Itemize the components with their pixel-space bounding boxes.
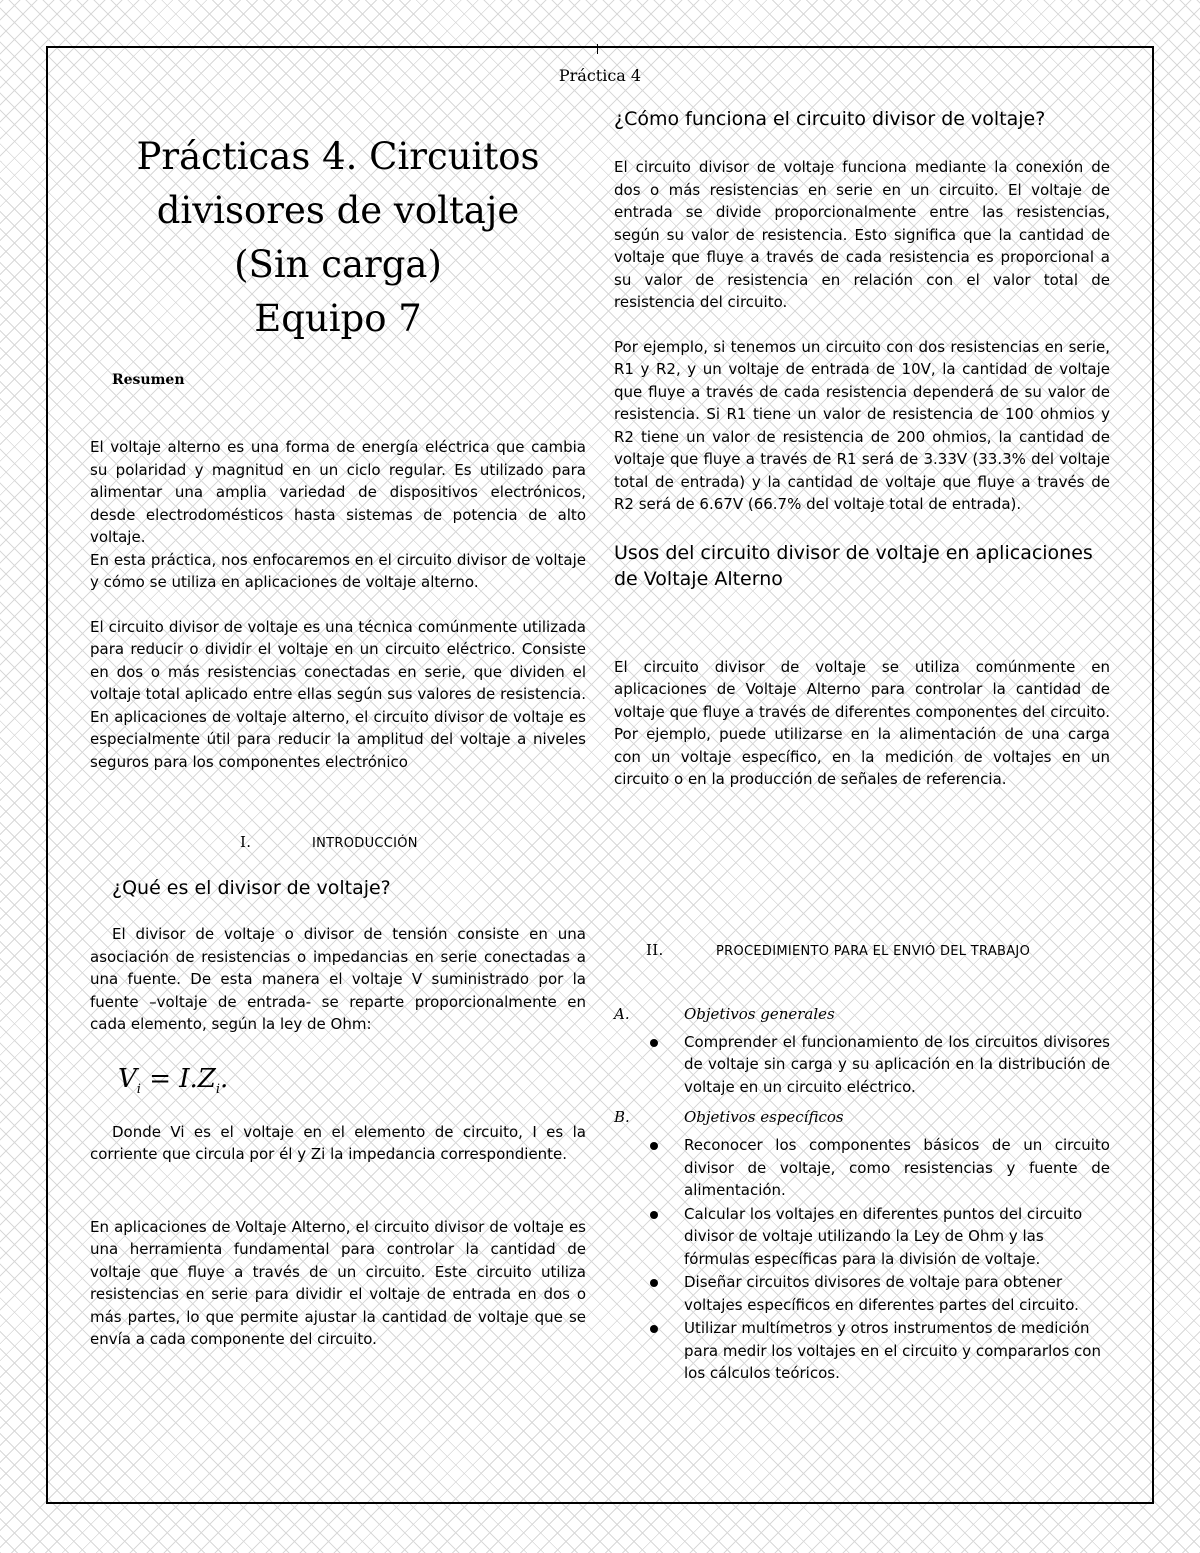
bullet-icon [650,1279,658,1287]
section-number: I. [240,833,252,851]
left-column [90,130,586,1351]
section-heading [90,833,586,851]
question-heading: ¿Qué es el divisor de voltaje? [112,877,391,899]
list-item [614,1031,1110,1099]
abstract-paragraph: En esta práctica, nos enfocaremos en el circuito divisor de voltaje y cómo se utiliza en aplicaciones de voltaje alterno. [90,550,586,591]
formula-v: V [118,1063,137,1094]
list-item-text: Diseñar circuitos divisores de voltaje para obtener voltajes específicos en diferentes partes del circuito. [684,1273,1079,1314]
bullet-icon [650,1325,658,1333]
right-column [614,108,1110,1386]
intro-paragraph: El divisor de voltaje o divisor de tensión consiste en una asociación de resistencias o impedancias en serie conectadas a una fuente. De esta manera el voltaje V suministrado por la fuente –voltaje de entrada- se reparte proporcionalmente en cada elemento, según la ley de Ohm: [90,925,586,1033]
formula-eq: = I.Z [140,1063,216,1094]
how-paragraph: Por ejemplo, si tenemos un circuito con dos resistencias en serie, R1 y R2, y un voltaje de entrada de 10V, la cantidad de voltaje que fluye a través de cada resistencia dependerá de su valor de resistencia. Si R1 tiene un valor de resistencia de 100 ohmios y R2 tiene un valor de resistencia de 200 ohmios, la cantidad de voltaje que fluye a través de R1 será de 3.33V (33.3% del voltaje total de entrada) y la cantidad de voltaje que fluye a través de R2 será de 6.67V (66.7% del voltaje total de entrada). [614,337,1110,513]
objective-title: Objetivos específicos [684,1108,844,1126]
title-line: Prácticas 4. Circuitos [136,135,540,178]
objective-title: Objetivos generales [684,1004,835,1023]
uses-heading: Usos del circuito divisor de voltaje en aplicaciones de Voltaje Alterno [614,541,1093,590]
uses-paragraph: El circuito divisor de voltaje se utiliza comúnmente en aplicaciones de Voltaje Alterno para controlar la cantidad de voltaje que fluye a través de diferentes componentes del circuito. Por ejemplo, puede utilizarse en la alimentación de una carga con un voltaje específico, en la medición de voltajes en un circuito o en la producción de señales de referencia. [614,657,1110,788]
list-item-text: Reconocer los componentes básicos de un circuito divisor de voltaje, como resistencias y fuente de alimentación. [684,1136,1110,1199]
paper-title [90,130,586,346]
abstract-paragraph: El circuito divisor de voltaje es una técnica comúnmente utilizada para reducir o dividir el voltaje en un circuito eléctrico. Consiste en dos o más resistencias conectadas en serie, que dividen el voltaje total aplicado entre ellas según sus valores de resistencia. En aplicaciones de voltaje alterno, el circuito divisor de voltaje es especialmente útil para reducir la amplitud del voltaje a niveles seguros para los componentes electrónico [90,617,586,771]
formula-sub: i [136,1081,141,1097]
section-title: PROCEDIMIENTO PARA EL ENVIÓ DEL TRABAJO [716,943,1031,959]
formula-sub: i [215,1081,221,1097]
objectives-specific-list [614,1134,1110,1385]
intro-paragraph: Donde Vi es el voltaje en el elemento de circuito, I es la corriente que circula por él y Zi la impedancia correspondiente. [90,1122,586,1164]
objectives-general-heading [614,1003,1110,1025]
running-header: Práctica 4 [558,66,642,85]
question-heading: ¿Cómo funciona el circuito divisor de voltaje? [614,108,1046,130]
ohm-law-formula [118,1064,586,1097]
bullet-icon [650,1039,658,1047]
formula-tail: . [220,1063,229,1094]
list-item-text: Utilizar multímetros y otros instrumentos de medición para medir los voltajes en el circuito y compararlos con los cálculos teóricos. [684,1319,1101,1382]
section-title: INTRODUCCIÓN [312,836,418,851]
how-paragraph: El circuito divisor de voltaje funciona mediante la conexión de dos o más resistencias en serie en un circuito. El voltaje de entrada se divide proporcionalmente entre las resistencias, según su valor de resistencia. Esto significa que la cantidad de voltaje que fluye a través de cada resistencia es proporcional a su valor de resistencia en relación con el valor total de resistencia del circuito. [614,158,1110,311]
section-heading [614,941,1110,959]
list-item [614,1203,1110,1271]
bullet-icon [650,1142,658,1150]
page-mark [597,44,598,54]
bullet-icon [650,1211,658,1219]
list-item-text: Calcular los voltajes en diferentes puntos del circuito divisor de voltaje utilizando la Ley de Ohm y las fórmulas específicas para la división de voltaje. [684,1204,1083,1268]
abstract-label: Resumen [112,372,185,388]
abstract-paragraph: El voltaje alterno es una forma de energía eléctrica que cambia su polaridad y magnitud en un ciclo regular. Es utilizado para alimentar una amplia variedad de dispositivos electrónicos, desde electrodomésticos hasta sistemas de potencia de alto voltaje. [90,438,586,546]
title-line: divisores de voltaje [156,189,520,232]
title-line: (Sin carga) [234,243,442,286]
list-item [614,1271,1110,1316]
section-number: II. [646,940,664,959]
list-item-text: Comprender el funcionamiento de los circuitos divisores de voltaje sin carga y su aplicación en la distribución de voltaje en un circuito eléctrico. [684,1032,1110,1096]
list-item [614,1317,1110,1385]
title-line: Equipo 7 [254,297,422,340]
objective-letter: A. [614,1004,630,1023]
objectives-specific-heading [614,1106,1110,1128]
list-item [614,1134,1110,1202]
objectives-general-list [614,1031,1110,1099]
intro-paragraph: En aplicaciones de Voltaje Alterno, el circuito divisor de voltaje es una herramienta fundamental para controlar la cantidad de voltaje que fluye a través de un circuito. Este circuito utiliza resistencias en serie para dividir el voltaje de entrada en dos o más partes, lo que permite ajustar la cantidad de voltaje que se envía a cada componente del circuito. [90,1217,586,1349]
objective-letter: B. [614,1108,630,1126]
